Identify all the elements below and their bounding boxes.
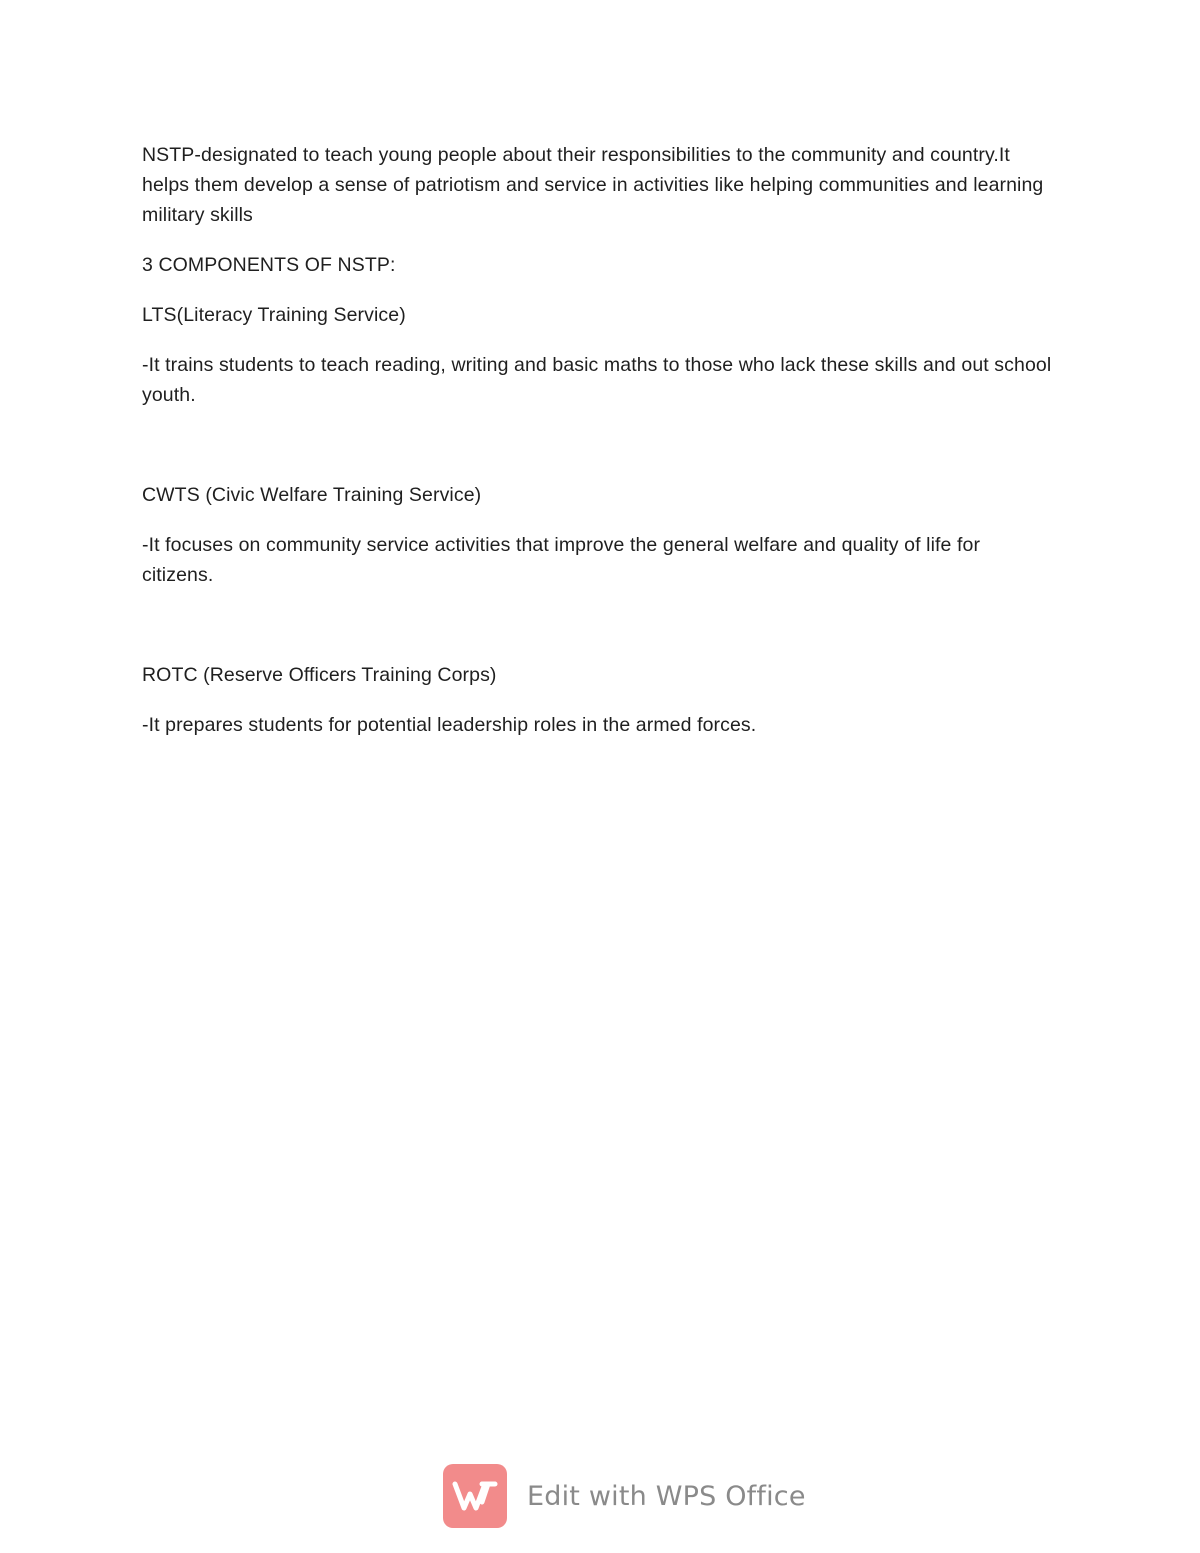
document-body xyxy=(142,140,1052,740)
wps-logo-icon xyxy=(443,1464,507,1528)
component-title-lts: LTS(Literacy Training Service) xyxy=(142,304,406,326)
component-title-cwts: CWTS (Civic Welfare Training Service) xyxy=(142,484,482,506)
components-heading: 3 COMPONENTS OF NSTP: xyxy=(142,254,396,276)
component-title-rotc: ROTC (Reserve Officers Training Corps) xyxy=(142,664,497,686)
component-description-rotc: -It prepares students for potential leadership roles in the armed forces. xyxy=(142,714,757,736)
component-description-lts: -It trains students to teach reading, writing and basic maths to those who lack these skills and out school youth. xyxy=(142,354,1052,406)
wps-edit-badge[interactable] xyxy=(443,1464,806,1528)
component-description-cwts: -It focuses on community service activities that improve the general welfare and quality of life for citizens. xyxy=(142,534,981,586)
intro-paragraph: NSTP-designated to teach young people about their responsibilities to the community and country.It helps them develop a sense of patriotism and service in activities like helping communities and learning military skills xyxy=(142,144,1044,226)
wps-w-icon xyxy=(452,1476,498,1516)
wps-badge-label: Edit with WPS Office xyxy=(527,1480,806,1512)
